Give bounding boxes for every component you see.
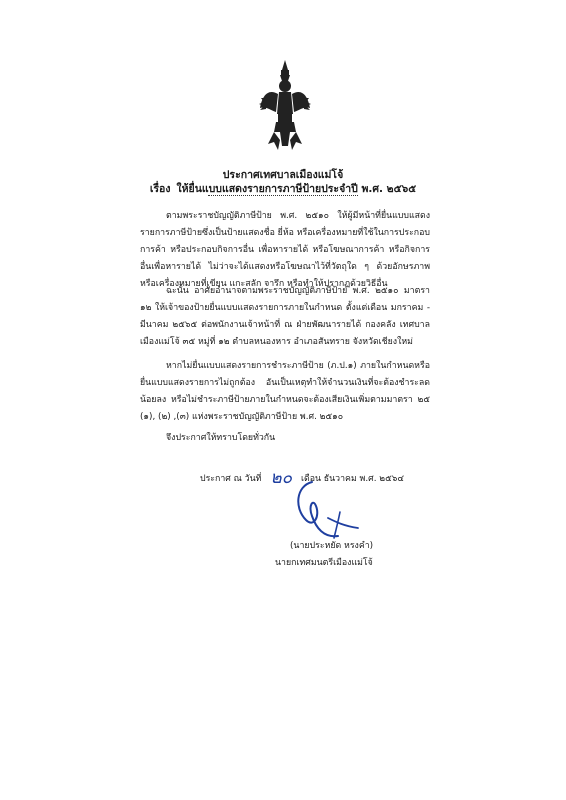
signatory-name: (นายประหยัด หรงคำ) (290, 541, 374, 551)
date-month-year: เดือน ธันวาคม พ.ศ. ๒๕๖๔ (300, 474, 405, 484)
paragraph-3-text: หากไม่ยื่นแบบแสดงรายการชำระภาษีป้าย (ภ.ป.๑) ภายในกำหนดหรือยื่นแบบแสดงรายการไม่ถูกต้อง อันเป็นเหตุทำให้จำนวนเงินที่จะต้องชำระลดน้อยลง หรือไม่ชำระภาษีป้ายภายในกำหนดจะต้องเสียเงินเพิ่มตามมาตรา ๒๕ (๑), (๒) ,(๓) แห่งพระราชบัญญัติภาษีป้าย พ.ศ. ๒๕๑๐ (140, 361, 430, 422)
subject-text: ให้ยื่นแบบแสดงรายการภาษีป้ายประจำปี พ.ศ. ๒๕๖๕ (176, 183, 417, 195)
closing-statement: จึงประกาศให้ทราบโดยทั่วกัน (166, 433, 276, 443)
subject-label: เรื่อง (149, 183, 171, 195)
paragraph-1-text: ตามพระราชบัญญัติภาษีป้าย พ.ศ. ๒๕๑๐ ให้ผู้มีหน้าที่ยื่นแบบแสดงรายการภาษีป้ายซึ่งเป็นป้ายแสดงชื่อ ยี่ห้อ หรือเครื่องหมายที่ใช้ในการประกอบการค้า หรือประกอบกิจการอื่น เพื่อหารายได้ หรือโฆษณาการค้า หรือกิจการอื่นเพื่อหารายได้ ไม่ว่าจะได้แสดงหรือโฆษณาไว้ที่วัตถุใด ๆ ด้วยอักษรภาพ หรือเครื่องหมายที่เขียน แกะสลัก จารึก หรือทำให้ปรากฏด้วยวิธีอื่น (140, 211, 430, 289)
paragraph-3 (140, 358, 430, 426)
signature-icon (280, 476, 370, 546)
signatory-position: นายกเทศมนตรีเมืองแม่โจ้ (275, 558, 373, 568)
paragraph-2-text: ฉะนั้น อาศัยอำนาจตามพระราชบัญญัติภาษีป้าย พ.ศ. ๒๕๑๐ มาตรา ๑๒ ให้เจ้าของป้ายยื่นแบบแสดงรายการภายในกำหนด ตั้งแต่เดือน มกราคม - มีนาคม ๒๕๖๕ ต่อพนักงานเจ้าหน้าที่ ณ ฝ่ายพัฒนารายได้ กองคลัง เทศบาลเมืองแม่โจ้ ๓๕ หมู่ที่ ๑๒ ตำบลหนองหาร อำเภอสันทราย จังหวัดเชียงใหม่ (140, 286, 430, 347)
paragraph-2 (140, 283, 430, 351)
date-prefix: ประกาศ ณ วันที่ (200, 474, 262, 484)
paragraph-1 (140, 208, 430, 293)
title-divider (208, 195, 358, 196)
garuda-emblem-icon (258, 58, 312, 158)
date-day: ๒๐ (270, 468, 292, 488)
issuer-title: ประกาศเทศบาลเมืองแม่โจ้ (222, 169, 344, 181)
